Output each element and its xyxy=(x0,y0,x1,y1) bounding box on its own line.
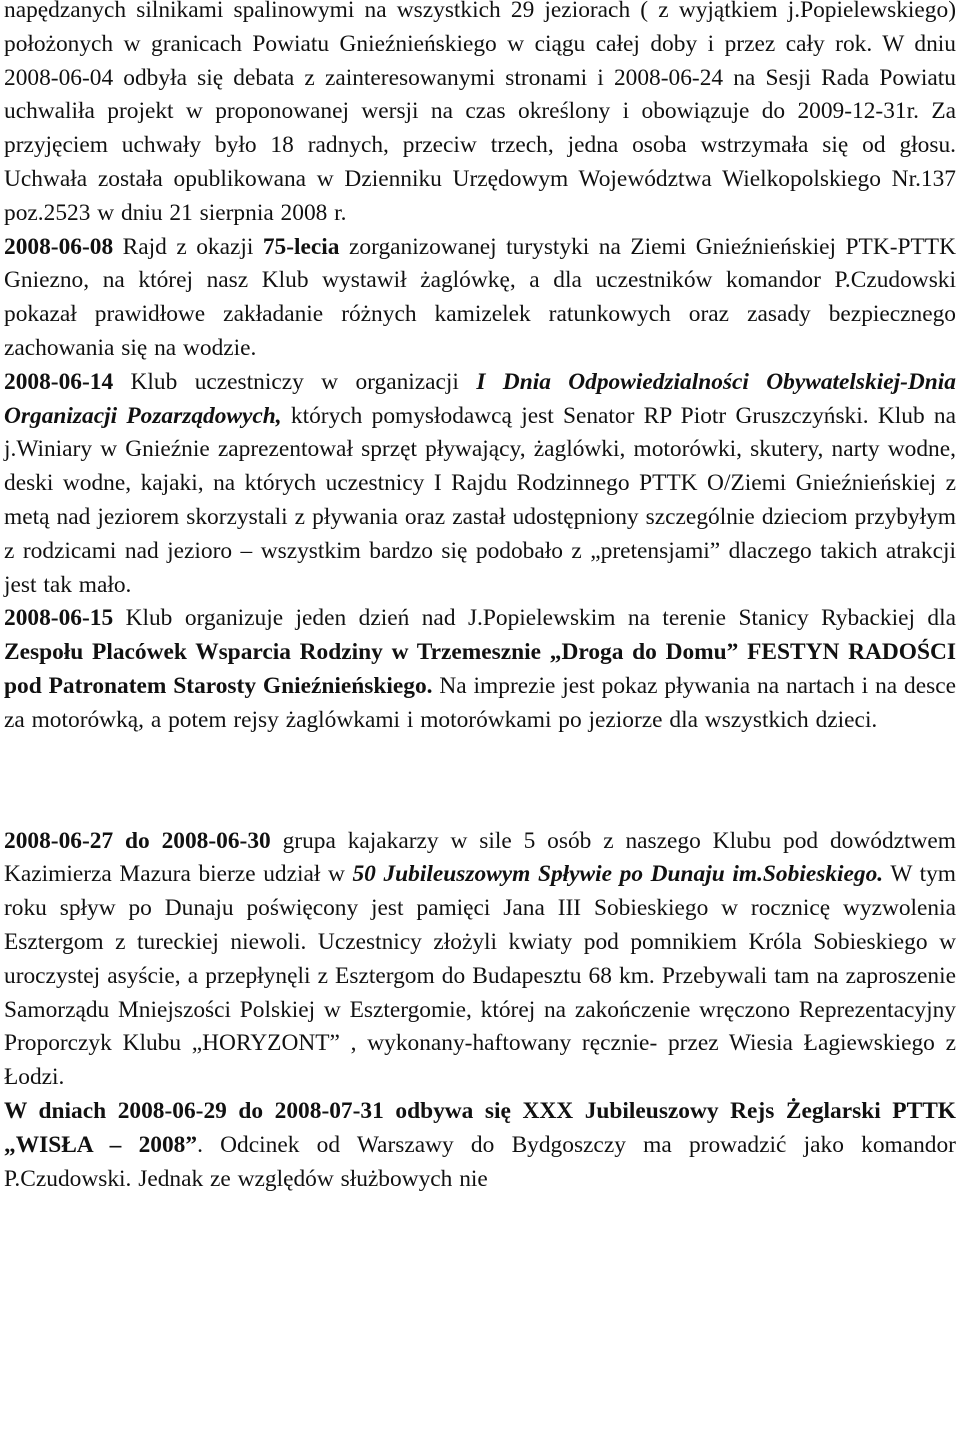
text-run: Klub organizuje jeden dzień nad J.Popielewskim na terenie Stanicy Rybackiej dla xyxy=(113,605,956,632)
emphasized-text: 2008-06-27 do 2008-06-30 xyxy=(4,827,271,854)
paragraph-p3 xyxy=(4,366,956,603)
emphasized-text: 2008-06-08 xyxy=(4,233,114,260)
paragraph-p2 xyxy=(4,231,956,366)
paragraph-p4 xyxy=(4,602,956,737)
emphasized-text: 2008-06-15 xyxy=(4,605,114,632)
text-run: Na imprezie jest pokaz pływania na nartach i na desce za motorówką, a potem rejsy żaglówkami i motorówkami po jeziorze dla wszystkich dzieci. xyxy=(4,672,956,733)
text-run: W tym roku spływ po Dunaju poświęcony jest pamięci Jana III Sobieskiego w rocznicę wyzwolenia Esztergom z tureckiej niewoli. Uczestnicy złożyli kwiaty pod pomnikiem Króla Sobieskiego w uroczystej asyście, a przepłynęli z Esztergom do Budapesztu 68 km. Przebywali tam na zaproszenie Samorządu Mniejszości Polskiej w Esztergomie, której na zakończenie wręczono Reprezentacyjny Proporczyk Klubu „HORYZONT” , wykonany-haftowany ręcznie- przez Wiesia Łagiewskiego z Łodzi. xyxy=(4,861,956,1091)
paragraph-p6 xyxy=(4,1095,956,1196)
text-run: . Odcinek od Warszawy do Bydgoszczy ma prowadzić jako komandor P.Czudowski. Jednak ze względów służbowych nie xyxy=(4,1131,956,1192)
paragraph-p5 xyxy=(4,825,956,1095)
emphasized-text: 75-lecia xyxy=(262,233,340,260)
text-run: których pomysłodawcą jest Senator RP Piotr Gruszczyński. Klub na j.Winiary w Gnieźnie zaprezentował sprzęt pływający, żaglówki, motorówki, skutery, narty wodne, deski wodne, kajaki, na których uczestnicy I Rajdu Rodzinnego PTTK O/Ziemi Gnieźnieńskiej z metą nad jeziorem skorzystali z pływania oraz zastał udostępniony szczególnie dzieciom przybyłym z rodzicami nad jezioro – wszystkim bardzo się podobało z „pretensjami” dlaczego takich atrakcji jest tak mało. xyxy=(4,402,956,598)
text-run: Klub uczestniczy w organizacji xyxy=(113,368,477,395)
emphasized-text: 50 Jubileuszowym Spływie po Dunaju im.Sobieskiego. xyxy=(352,861,884,888)
document-body xyxy=(4,0,960,1196)
paragraph-p1 xyxy=(4,0,956,231)
text-run: grupa kajakarzy w sile 5 osób z naszego Klubu pod dowództwem Kazimierza Mazura bierze udział w xyxy=(4,827,956,888)
emphasized-text: W dniach 2008-06-29 do 2008-07-31 odbywa się XXX Jubileuszowy Rejs Żeglarski PTTK „WISŁA – 2008” xyxy=(4,1097,956,1158)
emphasized-text: 2008-06-14 xyxy=(4,368,114,395)
emphasized-text: Zespołu Placówek Wsparcia Rodziny w Trzemesznie „Droga do Domu” FESTYN RADOŚCI pod Patronatem Starosty Gnieźnieńskiego. xyxy=(4,639,956,699)
text-run: napędzanych silnikami spalinowymi na wszystkich 29 jeziorach ( z wyjątkiem j.Popielewskiego) położonych w granicach Powiatu Gnieźnieńskiego w ciągu całej doby i przez cały rok. W dniu 2008-06-04 odbyła się debata z zainteresowanymi stronami i 2008-06-24 na Sesji Rada Powiatu uchwaliła projekt w proponowanej wersji na czas określony i obowiązuje do 2009-12-31r. Za przyjęciem uchwały było 18 radnych, przeciw trzech, jedna osoba wstrzymała się od głosu. Uchwała została opublikowana w Dzienniku Urzędowym Województwa Wielkopolskiego Nr.137 poz.2523 w dniu 21 sierpnia 2008 r. xyxy=(4,0,956,226)
section-gap xyxy=(4,738,960,825)
emphasized-text: I Dnia Odpowiedzialności Obywatelskiej-Dnia Organizacji Pozarządowych, xyxy=(4,368,956,429)
text-run: Rajd z okazji xyxy=(113,233,263,260)
text-run: zorganizowanej turystyki na Ziemi Gnieźnieńskiej PTK-PTTK Gniezno, na której nasz Klub wystawił żaglówkę, a dla uczestników komandor P.Czudowski pokazał prawidłowe zakładanie różnych kamizelek ratunkowych oraz zasady bezpiecznego zachowania się na wodzie. xyxy=(4,233,956,361)
